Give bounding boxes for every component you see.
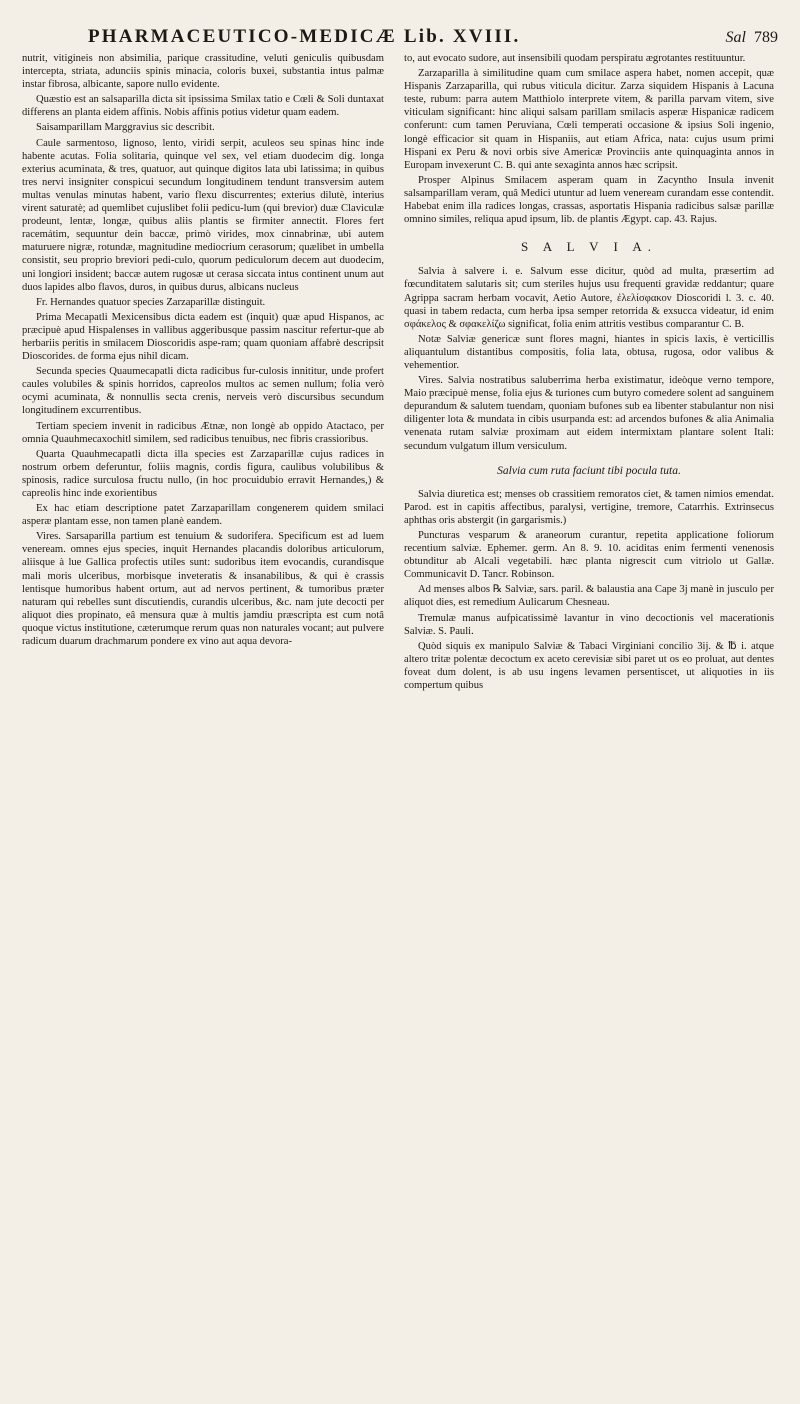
paragraph: Zarzaparilla à similitudine quam cum smilace aspera habet, nomen accepit, quæ Hispanis Zarzaparilla, qui rubus viticula dicitur. Zarza siquidem Hispanis à Lacuna teste, rubum: parra autem Matthiolo interprete vitem, & parilla parvam vitem, sive viticulam significant: hinc aliqui salsam parillam smilacis asperæ Hispanicæ radicem conferunt: cum tamen Peruviana, Cœli temperati occasione & ipsius Soli ingenio, longè efficacior sit quam in Hispaniis, aut etiam Africa, nata: cujus usum primi Hispani ex Peru & novi orbis sive Americæ Provinciis ante quinquaginta annos in Europam invexerunt C. B. qui ante sexaginta annos hæc scripsit. <box>404 68 774 171</box>
paragraph: Vires. Sarsaparilla partium est tenuium & sudorifera. Specificum est ad luem veneream. omnes ejus species, inquit Hernandes placandis doloribus articulorum, aliisque à lue Gallica profectis utiles sunt: sudoribus item evocandis, curandisque mali moris ulceribus, morbisque inveteratis & insanabilibus, & qui è crassis lentisque humoribus habent ortum, aut ad nervos pertinent, & tumoribus præter naturam qui rebelles sunt discutiendis, curandis ulceribus, &c. nam jute decocti per aliquot dies propinato, eâ mensura quæ à multis jamdiu præscripta est cum notâ quoque victus institutione, cæterumque rerum quas non naturales vocant; aut pulvere radicum duarum drachmarum pondere ex vino aut aqua devora- <box>22 531 384 648</box>
paragraph: Salvia à salvere i. e. Salvum esse dicitur, quòd ad multa, præsertim ad fœcunditatem salutaris sit; cum steriles hujus usu frequenti gravidæ reddantur; quare Agrippa sacram herbam vocavit, Aetio Autore, ἐλελίσφακον Dioscoridi l. 3. c. 40. quasi in tabem redacta, cum herba ipsa semper retorrida & exsucca videatur, id enim σφάκελος & σφακελίζω significat, folia enim attritis vestibus comparantur C. B. <box>404 266 774 330</box>
paragraph: to, aut evocato sudore, aut insensibili quodam perspiratu ægrotantes restituuntur. <box>404 53 746 64</box>
paragraph: Tertiam speciem invenit in radicibus Ætnæ, non longè ab oppido Atactaco, per omnia Quauhmecaxochitl similem, sed radicibus tenuibus, nec fibris crassioribus. <box>22 420 384 445</box>
paragraph: Quòd siquis ex manipulo Salviæ & Tabaci Virginiani concilio 3ij. & ℔ i. atque altero tritæ polentæ decoctum ex aceto cerevisiæ sibi paret ut os eo proluat, aut dentes foveat dum dolent, is ab usu ingens levamen persentiscet, ut aliquoties in iis compertum quibus <box>404 640 774 692</box>
paragraph: Saisamparillam Marggravius sic describit. <box>36 122 215 134</box>
paragraph: Ad menses albos ℞ Salviæ, sars. paril. & balaustia ana Cape 3j manè in jusculo per aliquot dies, est remedium Aulicarum Chesneau. <box>404 584 774 609</box>
paragraph: Puncturas vesparum & araneorum curantur, repetita applicatione foliorum recentium salviæ. Ephemer. germ. An 8. 9. 10. aciditas enim fermenti venenosis obtunditur ab Alcali vegetabili. hæc planta nigrescit cum vitriolo ut Gallæ. Communicavit D. Tancr. Robinson. <box>404 530 774 581</box>
page-header <box>88 20 778 54</box>
paragraph: Ex hac etiam descriptione patet Zarzaparillam congenerem quidem smilaci asperæ plantam esse, non tamen planè eandem. <box>22 503 384 528</box>
page-number: 789 <box>754 29 778 46</box>
running-title: PHARMACEUTICO-MEDICÆ Lib. XVIII. <box>88 26 521 47</box>
paragraph: nutrit, vitigineis non absimilia, parique crassitudine, veluti geniculis quibusdam intercepta, striata, adunciis spinis minacia, coloris buxei, substantia intus palmæ instar fibrosa, albicante, sapore nullo evidente. <box>22 53 384 91</box>
paragraph: Caule sarmentoso, lignoso, lento, viridi serpit, aculeos seu spinas hinc inde habente acutas. Folia solitaria, quinque vel sex, vel etiam duodecim dig. longa exterius acuminata, & tres, quatuor, aut quinque digitos lata ubi latissima; in quibus tres nervi insigniter conspicui secundum longitudinem tendunt transversim autem multas venulas minutas habent, vario flexu discurrentes; exterius dilutè, interius virent saturatè; ad quemlibet cujuslibet folii pedicu-lum (qui brevior) duæ Claviculæ prodeunt, lentæ, longæ, quibus aliis plantis se firmiter annectit. Flores fert racemátim, sequuntur dein baccæ, primò virides, mox cinnabrinæ, ubi autem maturuere nigræ, rotundæ, magnitudine mediocrium cerasorum; quælibet in umbella consistit, seu proprio breviori pedi-culo, quorum pediculorum decem aut duodecim, uni longiori insident; baccæ autem rugosæ ut cerasa siccata intus continent unum aut duos lapides albo flavos, duros, in quibus durus, albicans nucleus <box>22 137 384 293</box>
paragraph: Secunda species Quaumecapatli dicta radicibus fur-culosis innititur, unde profert caules volubiles & spinis horridos, capreolos multos ac semen nullum; folia verò ocymi acuminata, & nonnullis secta crenis, nerveis verò discursibus secundum longitudinem excurrentibus. <box>22 366 384 417</box>
catchword: Sal <box>725 29 746 46</box>
paragraph: Vires. Salvia nostratibus saluberrima herba existimatur, ideòque verno tempore, Maio præcipuè mense, folia ejus & turiones cum butyro comedere solent ad sanguinem depurandum & salutem tuendam, quoniam bufones sub ea libenter stabulantur non nisi diligenter lota & mundata in cibis usurpanda est: ad arcendos bufones & alia Animalia venenata rutam salviæ proximam aut eidem intermixtam plantare solent Itali: secundum vulgatum illum versiculum. <box>404 375 774 452</box>
right-column <box>404 52 774 694</box>
paragraph: Salvia diuretica est; menses ob crassitiem remoratos ciet, & tamen nimios emendat. Parod. est in capitis affectibus, paralysi, vertigine, tremore, Catarrhis. Extrinsecus aphthas oris abstergit (in gargarismis.) <box>404 488 774 526</box>
left-column <box>22 52 384 650</box>
paragraph: Notæ Salviæ genericæ sunt flores magni, hiantes in spicis laxis, è verticillis aliquantulum distantibus compositis, folia lata, obtusa, rugosa, odor valibus & vehementior. <box>404 333 774 371</box>
paragraph: Fr. Hernandes quatuor species Zarzaparillæ distinguit. <box>36 296 266 308</box>
paragraph: Quarta Quauhmecapatli dicta illa species est Zarzaparillæ cujus radices in nostrum orbem deferuntur, foliis magnis, cordis figura, caulibus volubilibus & spinosis, radice surculosa fructu nullo, (in hoc procuidubio erravit Hernandes,) & capreolis hinc inde exorientibus <box>22 448 384 499</box>
verse-subheading: Salvia cum ruta faciunt tibi pocula tuta. <box>497 464 681 477</box>
paragraph: Prima Mecapatli Mexicensibus dicta eadem est (inquit) quæ apud Hispanos, ac præcipuè apud Hispalenses in vallibus aggeribusque passim nascitur refertur-que ab herbariis peritis in smilacem Dioscoridis aspe-ram; quam quoniam affabrè descripsit Dioscorides. de forma ejus nihil dicam. <box>22 311 384 363</box>
paragraph: Tremulæ manus aufpicatissimè lavantur in vino decoctionis vel macerationis Salviæ. S. Pauli. <box>404 612 774 637</box>
paragraph: Quæstio est an salsaparilla dicta sit ipsissima Smilax tatio e Cœli & Soli duntaxat differens an planta eidem affinis. Nobis affinis potius videtur quam eadem. <box>22 94 384 119</box>
section-heading-salvia: S A L V I A. <box>520 239 658 255</box>
paragraph: Prosper Alpinus Smilacem asperam quam in Zacyntho Insula invenit salsamparillam veram, quâ Medici utuntur ad luem veneream curandam esse contendit. Habebat enim illa radices longas, crassas, asportatis Hispania radicibus salsæ parillæ omnino similes, reliqua apud ipsum, lib. de plantis Ægypt. cap. 43. Rajus. <box>404 174 774 226</box>
